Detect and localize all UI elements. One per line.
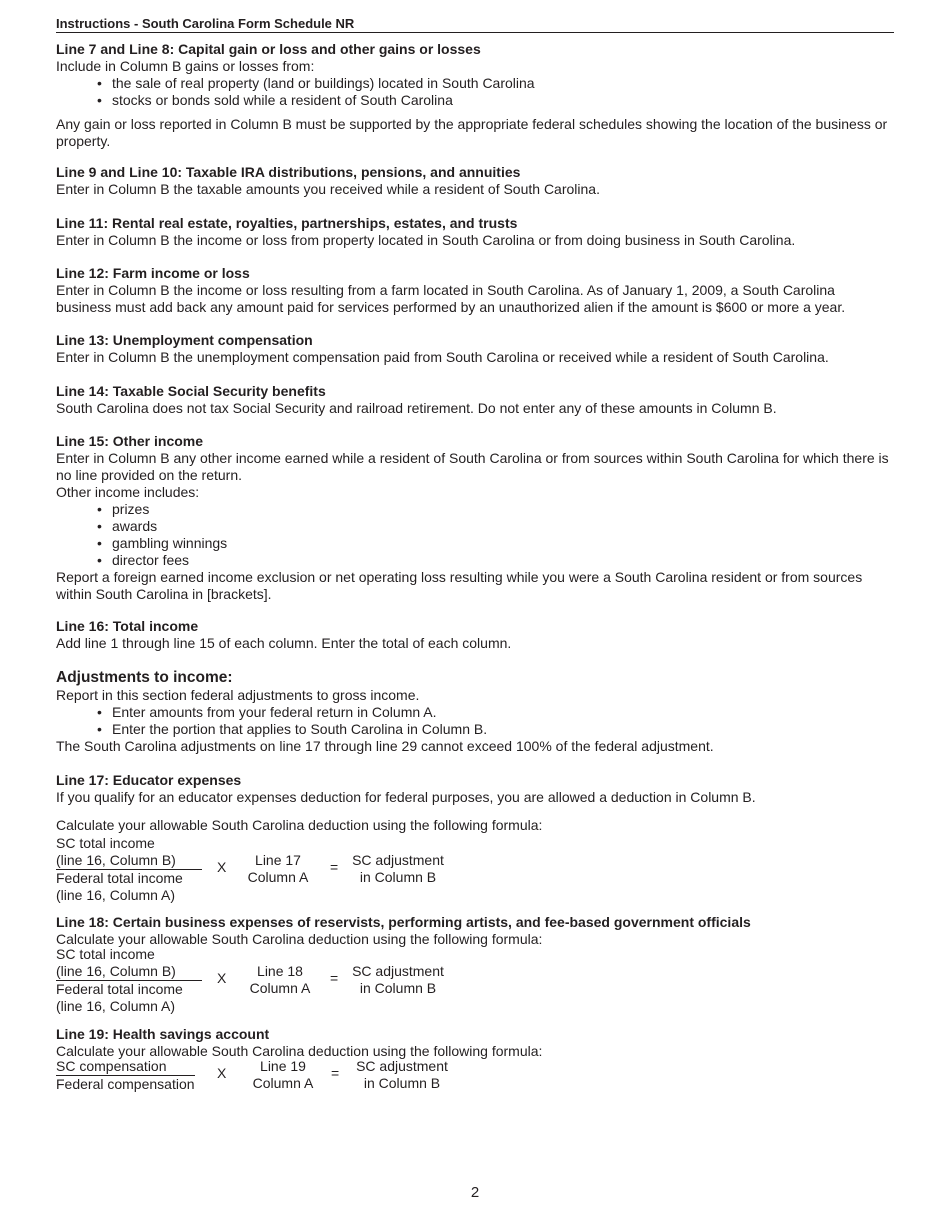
denominator-line: (line 16, Column A)	[56, 887, 176, 903]
section-text: Enter in Column B any other income earned while a resident of South Carolina or from sources within South Carolina for which there is no line provided on the return.	[56, 450, 889, 483]
section-heading: Line 12: Farm income or loss	[56, 265, 250, 281]
section-line-11	[56, 215, 894, 249]
formula-result	[352, 1058, 452, 1092]
list-item: • director fees	[112, 552, 894, 569]
numerator-line: (line 16, Column B)	[56, 852, 176, 868]
section-text: Report a foreign earned income exclusion or net operating loss resulting while you were a South Carolina resident or from sources within South Carolina in [brackets].	[56, 569, 863, 602]
bullet-list	[56, 75, 894, 109]
section-line-14	[56, 383, 894, 417]
section-heading: Line 16: Total income	[56, 618, 199, 634]
section-text: Enter in Column B the income or loss resulting from a farm located in South Carolina. As of January 1, 2009, a South Carolina business must add back any amount paid for services performed by an unauthorized alien if the amount is $600 or more a year.	[56, 282, 846, 315]
result-line: in Column B	[363, 1075, 441, 1091]
section-text: Enter in Column B the unemployment compensation paid from South Carolina or received while a resident of South Carolina.	[56, 349, 829, 365]
section-text: Enter in Column B the taxable amounts you received while a resident of South Carolina.	[56, 181, 600, 197]
term-line: Column A	[247, 869, 309, 885]
list-item: • the sale of real property (land or buildings) located in South Carolina	[112, 75, 894, 92]
section-heading: Line 14: Taxable Social Security benefits	[56, 383, 326, 399]
result-line: in Column B	[359, 869, 437, 885]
section-line-19	[56, 1026, 894, 1060]
denominator-line: Federal total income	[56, 981, 183, 997]
section-line-7-8	[56, 41, 894, 150]
section-line-16	[56, 618, 894, 652]
fraction	[56, 946, 202, 1015]
section-text: Add line 1 through line 15 of each column. Enter the total of each column.	[56, 635, 512, 651]
term-line: Line 17	[255, 852, 301, 868]
result-line: SC adjustment	[352, 963, 444, 979]
section-text: Enter in Column B the income or loss from property located in South Carolina or from doing business in South Carolina.	[56, 232, 796, 248]
bullet-list	[56, 501, 894, 569]
numerator-line: (line 16, Column B)	[56, 963, 176, 979]
equals-sign: =	[330, 970, 339, 986]
fraction	[56, 835, 202, 904]
multiply-sign: X	[217, 970, 227, 986]
list-item: • Enter amounts from your federal return in Column A.	[112, 704, 894, 721]
numerator-line: SC total income	[56, 835, 155, 851]
section-text: The South Carolina adjustments on line 17 through line 29 cannot exceed 100% of the federal adjustment.	[56, 738, 714, 754]
section-heading: Line 11: Rental real estate, royalties, partnerships, estates, and trusts	[56, 215, 518, 231]
section-line-13	[56, 332, 894, 366]
bullet-list	[56, 704, 894, 738]
section-heading: Line 19: Health savings account	[56, 1026, 270, 1042]
equals-sign: =	[330, 859, 339, 875]
term-line: Column A	[252, 1075, 314, 1091]
section-heading: Line 17: Educator expenses	[56, 772, 242, 788]
list-item: • stocks or bonds sold while a resident of South Carolina	[112, 92, 894, 109]
section-text: South Carolina does not tax Social Security and railroad retirement. Do not enter any of these amounts in Column B.	[56, 400, 777, 416]
formula-result	[348, 852, 448, 886]
section-heading: Adjustments to income:	[56, 669, 233, 686]
formula-line-19	[56, 1058, 556, 1118]
list-item: • prizes	[112, 501, 894, 518]
section-heading: Line 13: Unemployment compensation	[56, 332, 313, 348]
denominator-line: Federal total income	[56, 870, 183, 886]
multiply-sign: X	[217, 1065, 227, 1081]
term-line: Line 18	[257, 963, 303, 979]
formula-result	[348, 963, 448, 997]
section-line-9-10	[56, 164, 894, 198]
list-item: • awards	[112, 518, 894, 535]
fraction-denominator: Federal compensation	[56, 1076, 195, 1092]
numerator-line: SC total income	[56, 946, 155, 962]
formula-term	[242, 852, 314, 886]
list-item: • Enter the portion that applies to South Carolina in Column B.	[112, 721, 894, 738]
section-text: Other income includes:	[56, 484, 200, 500]
result-line: SC adjustment	[352, 852, 444, 868]
list-item: • gambling winnings	[112, 535, 894, 552]
denominator-line: (line 16, Column A)	[56, 998, 176, 1014]
page-header: Instructions - South Carolina Form Schedule NR	[56, 15, 894, 33]
result-line: in Column B	[359, 980, 437, 996]
section-line-15	[56, 433, 894, 603]
fraction-denominator	[56, 870, 202, 904]
equals-sign: =	[331, 1065, 340, 1081]
section-heading: Line 15: Other income	[56, 433, 204, 449]
page-number: 2	[470, 1184, 480, 1201]
fraction-denominator	[56, 981, 202, 1015]
section-text: Calculate your allowable South Carolina deduction using the following formula:	[56, 931, 543, 947]
section-heading: Line 7 and Line 8: Capital gain or loss and other gains or losses	[56, 41, 481, 57]
section-heading: Line 9 and Line 10: Taxable IRA distributions, pensions, and annuities	[56, 164, 521, 180]
term-line: Line 19	[260, 1058, 306, 1074]
section-line-17	[56, 772, 894, 834]
formula-term	[244, 963, 316, 997]
section-adjustments	[56, 668, 894, 755]
fraction-numerator	[56, 946, 202, 981]
fraction-numerator: SC compensation	[56, 1058, 195, 1076]
fraction-numerator	[56, 835, 202, 870]
result-line: SC adjustment	[356, 1058, 448, 1074]
section-line-12	[56, 265, 894, 316]
section-heading: Line 18: Certain business expenses of reservists, performing artists, and fee-based government officials	[56, 914, 751, 930]
section-text: Report in this section federal adjustments to gross income.	[56, 687, 420, 703]
formula-line-18	[56, 946, 556, 1014]
multiply-sign: X	[217, 859, 227, 875]
formula-term	[247, 1058, 319, 1092]
section-text: Calculate your allowable South Carolina deduction using the following formula:	[56, 817, 543, 833]
formula-line-17	[56, 835, 556, 903]
section-line-18	[56, 914, 894, 948]
section-text: Calculate your allowable South Carolina deduction using the following formula:	[56, 1043, 543, 1059]
section-text: If you qualify for an educator expenses deduction for federal purposes, you are allowed a deduction in Column B.	[56, 789, 756, 805]
section-text: Include in Column B gains or losses from:	[56, 58, 315, 74]
section-text: Any gain or loss reported in Column B must be supported by the appropriate federal schedules showing the location of the business or property.	[56, 116, 888, 149]
fraction	[56, 1058, 195, 1093]
term-line: Column A	[249, 980, 311, 996]
